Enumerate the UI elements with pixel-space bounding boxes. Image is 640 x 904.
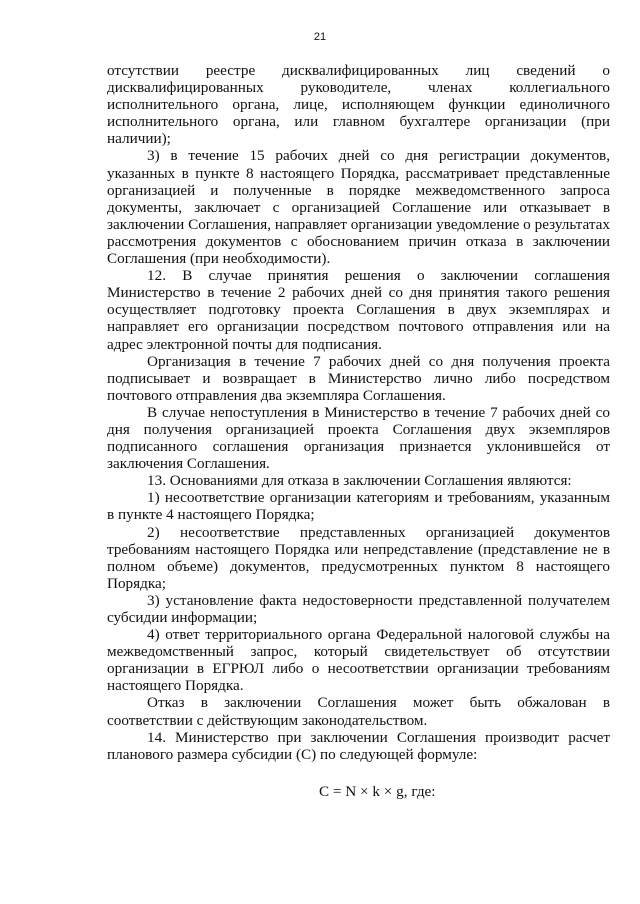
paragraph-ground-3: 3) установление факта недостоверности представленной получателем субсидии информации; <box>107 591 610 626</box>
paragraph-continuation: отсутствии реестре дисквалифицированных лиц сведений о дисквалифицированных руководителе, членах коллегиального исполнительного органа, лице, исполняющем функции единоличного исполнительного органа, или главном бухгалтере организации (при наличии); <box>107 62 610 148</box>
document-body <box>107 62 610 800</box>
paragraph-organization-signing: Организация в течение 7 рабочих дней со дня получения проекта подписывает и возвращает в Министерство лично либо посредством почтового отправления два экземпляра Соглашения. <box>107 352 610 404</box>
paragraph-clause-12: 12. В случае принятия решения о заключении соглашения Министерство в течение 2 рабочих дней со дня принятия такого решения осуществляет подготовку проекта Соглашения в двух экземплярах и направляет его организации посредством почтового отправления или на адрес электронной почты для подписания. <box>107 267 610 353</box>
paragraph-item-3: 3) в течение 15 рабочих дней со дня регистрации документов, указанных в пункте 8 настоящего Порядка, рассматривает представленные организацией и полученные в порядке межведомственного запроса документы, заключает с организацией Соглашение или отказывает в заключении Соглашения, направляет организации уведомление о результатах рассмотрения документов с обоснованием причин отказа в заключении Соглашения (при необходимости). <box>107 147 610 268</box>
paragraph-non-receipt: В случае непоступления в Министерство в течение 7 рабочих дней со дня получения организацией проекта Соглашения двух экземпляров подписанного соглашения организация признается уклонившейся от заключения Соглашения. <box>107 403 610 473</box>
page-number: 21 <box>313 31 327 43</box>
subsidy-formula: С = N × k × g, где: <box>319 782 436 800</box>
paragraph-ground-4: 4) ответ территориального органа Федеральной налоговой службы на межведомственный запрос, который свидетельствует об отсутствии организации в ЕГРЮЛ либо о несоответствии организации требованиям настоящего Порядка. <box>107 626 610 695</box>
paragraph-ground-1: 1) несоответствие организации категориям и требованиям, указанным в пункте 4 настоящего Порядка; <box>107 489 610 524</box>
paragraph-ground-2: 2) несоответствие представленных организацией документов требованиям настоящего Порядка или непредставление (представление не в полном объеме) документов, предусмотренных пунктом 8 настоящего Порядка; <box>107 523 610 592</box>
paragraph-clause-14: 14. Министерство при заключении Соглашения производит расчет планового размера субсидии (С) по следующей формуле: <box>107 728 610 763</box>
paragraph-clause-13: 13. Основаниями для отказа в заключении Соглашения являются: <box>147 472 572 490</box>
paragraph-appeal: Отказ в заключении Соглашения может быть обжалован в соответствии с действующим законодательством. <box>107 694 610 729</box>
